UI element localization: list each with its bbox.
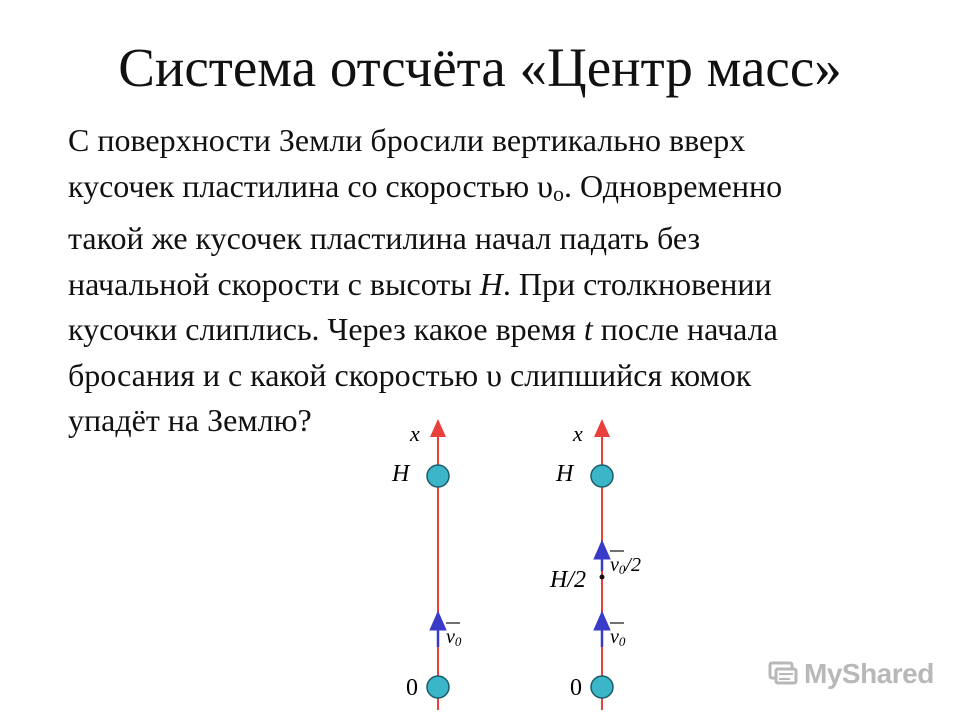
watermark — [768, 658, 934, 690]
left-diagram — [391, 421, 462, 710]
right-diagram — [549, 421, 641, 710]
right-velocity-symbol: v — [610, 626, 619, 648]
presentation-icon — [768, 661, 798, 687]
right-velocity-sub: 0 — [618, 634, 626, 649]
problem-line-1: С поверхности Земли бросили вертикально вверх — [68, 122, 746, 158]
left-top-ball — [427, 465, 449, 487]
right-axis-label: x — [573, 421, 583, 446]
problem-line-5-a: кусочки слиплись. Через какое время — [68, 311, 584, 347]
left-velocity-label — [446, 626, 462, 649]
problem-line-4-b: . При столкновении — [502, 265, 772, 302]
problem-line-5-b: после начала — [592, 311, 778, 347]
left-zero-label: 0 — [406, 675, 418, 701]
problem-line-2-b: . Одновременно — [564, 167, 783, 204]
right-velocity-label — [610, 626, 626, 649]
right-top-ball — [591, 465, 613, 487]
problem-line-6: бросания и с какой скоростью υ слипшийся комок — [68, 356, 752, 393]
problem-line-3: такой же кусочек пластилина начал падать без — [68, 220, 701, 256]
left-velocity-symbol: v — [446, 626, 455, 648]
right-half-height-label: H/2 — [550, 567, 586, 593]
right-zero-label: 0 — [570, 675, 582, 701]
right-mid-velocity-symbol: v — [610, 554, 619, 576]
watermark-text: MyShared — [804, 658, 934, 689]
left-velocity-sub: 0 — [454, 634, 462, 649]
left-axis-label: x — [410, 421, 420, 446]
right-height-label: H — [556, 461, 574, 487]
problem-text — [68, 118, 928, 444]
problem-line-4 — [68, 262, 928, 308]
velocity-subscript: о — [553, 180, 564, 206]
problem-line-7: упадёт на Землю? — [68, 402, 312, 438]
motion-diagram — [380, 415, 680, 715]
problem-line-4-a: начальной скорости с высоты — [68, 265, 480, 302]
left-height-label: H — [392, 461, 410, 487]
right-mid-velocity-sub: 0 — [618, 562, 626, 577]
right-bottom-ball — [591, 676, 613, 698]
right-mid-point — [600, 575, 605, 580]
problem-line-5 — [68, 307, 928, 353]
velocity-symbol: υ — [537, 167, 553, 204]
left-bottom-ball — [427, 676, 449, 698]
time-symbol: t — [583, 311, 593, 347]
problem-line-2 — [68, 164, 928, 217]
height-symbol: H — [479, 265, 503, 302]
right-mid-velocity-suffix: /2 — [625, 554, 641, 576]
slide-title: Система отсчёта «Центр масс» — [118, 37, 842, 98]
problem-line-2-a: кусочек пластилина со скоростью — [68, 167, 538, 204]
right-mid-velocity-label — [610, 554, 641, 577]
